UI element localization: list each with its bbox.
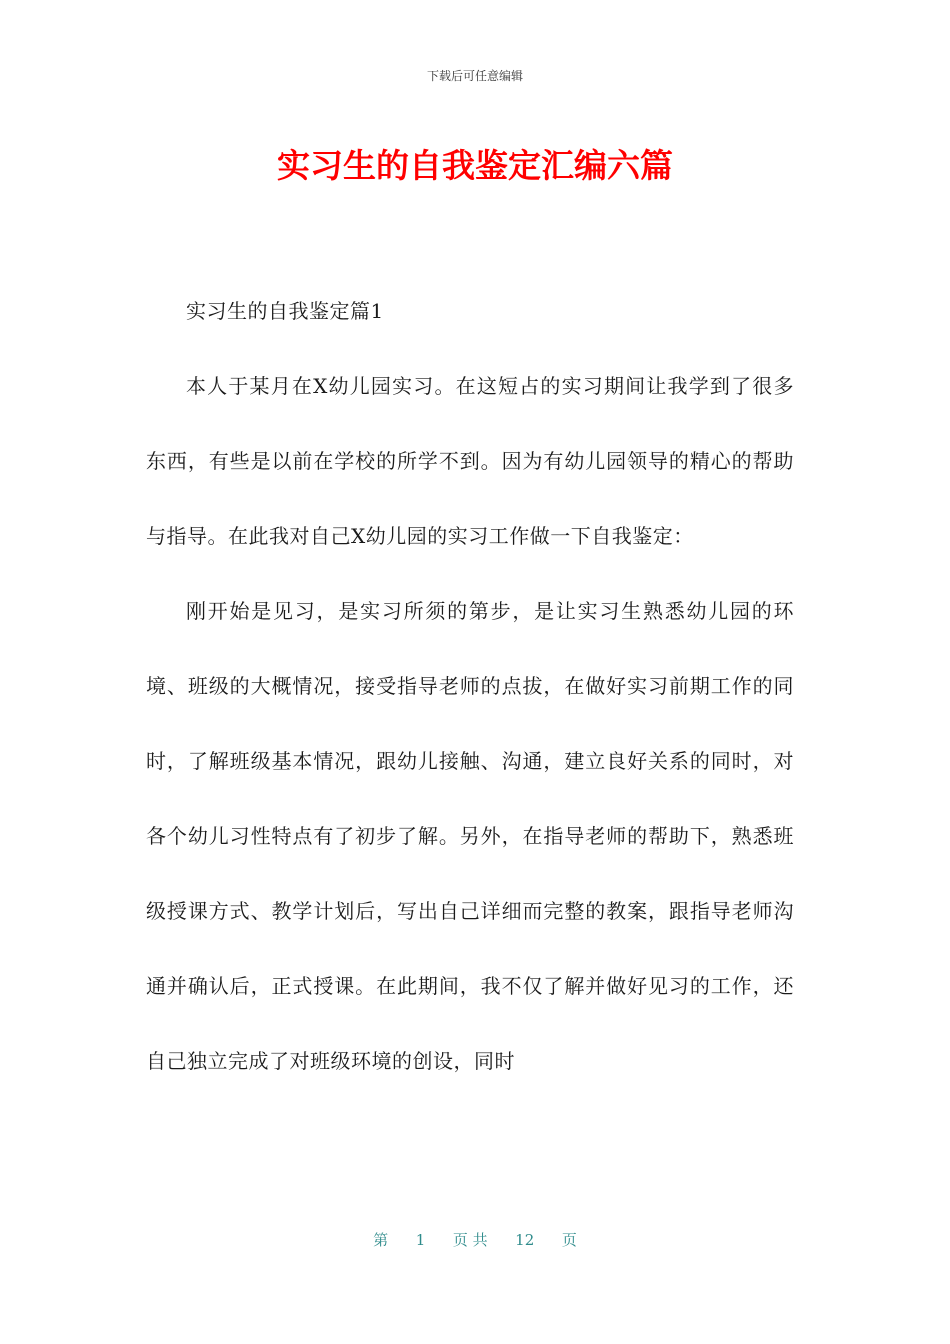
document-body — [146, 274, 794, 1099]
footer-middle: 页 共 — [452, 1231, 488, 1249]
page-header: 下载后可任意编辑 — [426, 69, 523, 83]
section-heading: 实习生的自我鉴定篇1 — [186, 299, 384, 323]
page-footer — [0, 1229, 950, 1250]
paragraph: 本人于某月在X幼儿园实习。在这短占的实习期间让我学到了很多东西，有些是以前在学校的所学不到。因为有幼儿园领导的精心的帮助与指导。在此我对自己X幼儿园的实习工作做一下自我鉴定： — [146, 374, 794, 548]
document-title: 实习生的自我鉴定汇编六篇 — [277, 146, 673, 185]
current-page-number: 1 — [415, 1231, 426, 1249]
total-pages-number: 12 — [515, 1231, 535, 1249]
footer-prefix: 第 — [373, 1231, 389, 1249]
footer-suffix: 页 — [561, 1231, 577, 1249]
paragraph: 刚开始是见习，是实习所须的第步，是让实习生熟悉幼儿园的环境、班级的大概情况，接受指导老师的点拔，在做好实习前期工作的同时，了解班级基本情况，跟幼儿接触、沟通，建立良好关系的同时，对各个幼儿习性特点有了初步了解。另外，在指导老师的帮助下，熟悉班级授课方式、教学计划后，写出自己详细而完整的教案，跟指导老师沟通并确认后，正式授课。在此期间，我不仅了解并做好见习的工作，还自己独立完成了对班级环境的创设，同时 — [146, 599, 794, 1073]
